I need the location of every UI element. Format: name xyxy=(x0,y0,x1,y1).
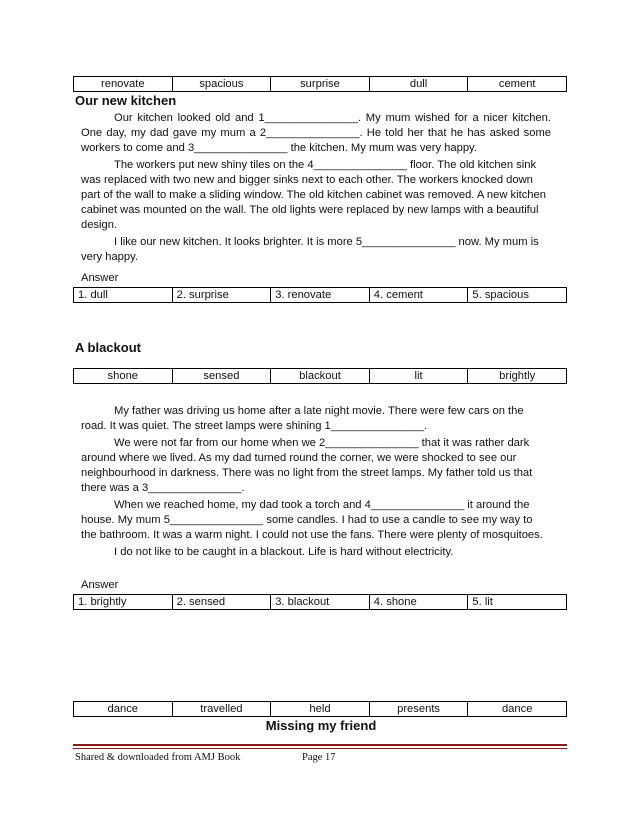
passage-blackout xyxy=(81,404,551,560)
answer-table-2 xyxy=(73,594,567,610)
word-bank-cell: blackout xyxy=(271,369,370,384)
footer-page-number: Page 17 xyxy=(302,752,336,763)
word-bank-table-2 xyxy=(73,368,567,384)
section-title-kitchen: Our new kitchen xyxy=(75,93,177,108)
paragraph: When we reached home, my dad took a torch and 4_______________ it around the house. My mum 5_______________ some candles. I had to use a candle to see my way to the bathroom. It was a warm night. I could not use the fans. There were plenty of mosquitoes. xyxy=(81,499,543,541)
answer-cell: 1. brightly xyxy=(74,595,173,610)
answer-cell: 5. lit xyxy=(468,595,567,610)
answer-cell: 5. spacious xyxy=(468,288,567,303)
word-bank-cell: brightly xyxy=(468,369,567,384)
word-bank-cell: shone xyxy=(74,369,173,384)
word-bank-table-3 xyxy=(73,701,567,717)
word-bank-cell: dance xyxy=(468,702,567,717)
footer-rule xyxy=(73,744,567,746)
paragraph: I like our new kitchen. It looks brighter. It is more 5_______________ now. My mum is very happy. xyxy=(81,236,539,263)
footer-rule xyxy=(73,748,567,749)
passage-kitchen xyxy=(81,111,551,265)
paragraph: The workers put new shiny tiles on the 4_______________ floor. The old kitchen sink was replaced with two new and bigger sinks next to each other. The workers knocked down part of the wall to make a sliding window. The old kitchen cabinet was removed. A new kitchen cabinet was mounted on the wall. The old lights were replaced by new lamps with a beautiful design. xyxy=(81,159,546,231)
answer-cell: 1. dull xyxy=(74,288,173,303)
answer-label: Answer xyxy=(81,579,119,591)
paragraph: My father was driving us home after a late night movie. There were few cars on the road. It was quiet. The street lamps were shining 1_______________. xyxy=(81,405,524,432)
footer-source: Shared & downloaded from AMJ Book xyxy=(75,752,241,763)
answer-cell: 2. sensed xyxy=(172,595,271,610)
word-bank-cell: surprise xyxy=(271,77,370,92)
answer-label: Answer xyxy=(81,272,119,284)
word-bank-cell: travelled xyxy=(172,702,271,717)
word-bank-cell: dull xyxy=(369,77,468,92)
word-bank-cell: sensed xyxy=(172,369,271,384)
word-bank-cell: lit xyxy=(369,369,468,384)
answer-cell: 2. surprise xyxy=(172,288,271,303)
word-bank-cell: renovate xyxy=(74,77,173,92)
answer-cell: 3. blackout xyxy=(271,595,370,610)
section-title-blackout: A blackout xyxy=(75,340,141,355)
word-bank-cell: spacious xyxy=(172,77,271,92)
answer-cell: 4. cement xyxy=(369,288,468,303)
section-title-missing-friend: Missing my friend xyxy=(265,718,377,733)
answer-cell: 4. shone xyxy=(369,595,468,610)
paragraph: We were not far from our home when we 2_______________ that it was rather dark around where we lived. As my dad turned round the corner, we were shocked to see our neighbourhood in darkness. There was no light from the street lamps. My father told us that there was a 3_______________. xyxy=(81,437,533,494)
word-bank-cell: dance xyxy=(74,702,173,717)
word-bank-cell: presents xyxy=(369,702,468,717)
paragraph: Our kitchen looked old and 1_______________. My mum wished for a nicer kitchen. One day, my dad gave my mum a 2_______________. He told her that he has asked some workers to come and 3_______________ the kitchen. My mum was very happy. xyxy=(81,112,551,154)
word-bank-cell: held xyxy=(271,702,370,717)
word-bank-cell: cement xyxy=(468,77,567,92)
answer-cell: 3. renovate xyxy=(271,288,370,303)
word-bank-table-1 xyxy=(73,76,567,92)
answer-table-1 xyxy=(73,287,567,303)
paragraph: I do not like to be caught in a blackout. Life is hard without electricity. xyxy=(114,546,454,558)
